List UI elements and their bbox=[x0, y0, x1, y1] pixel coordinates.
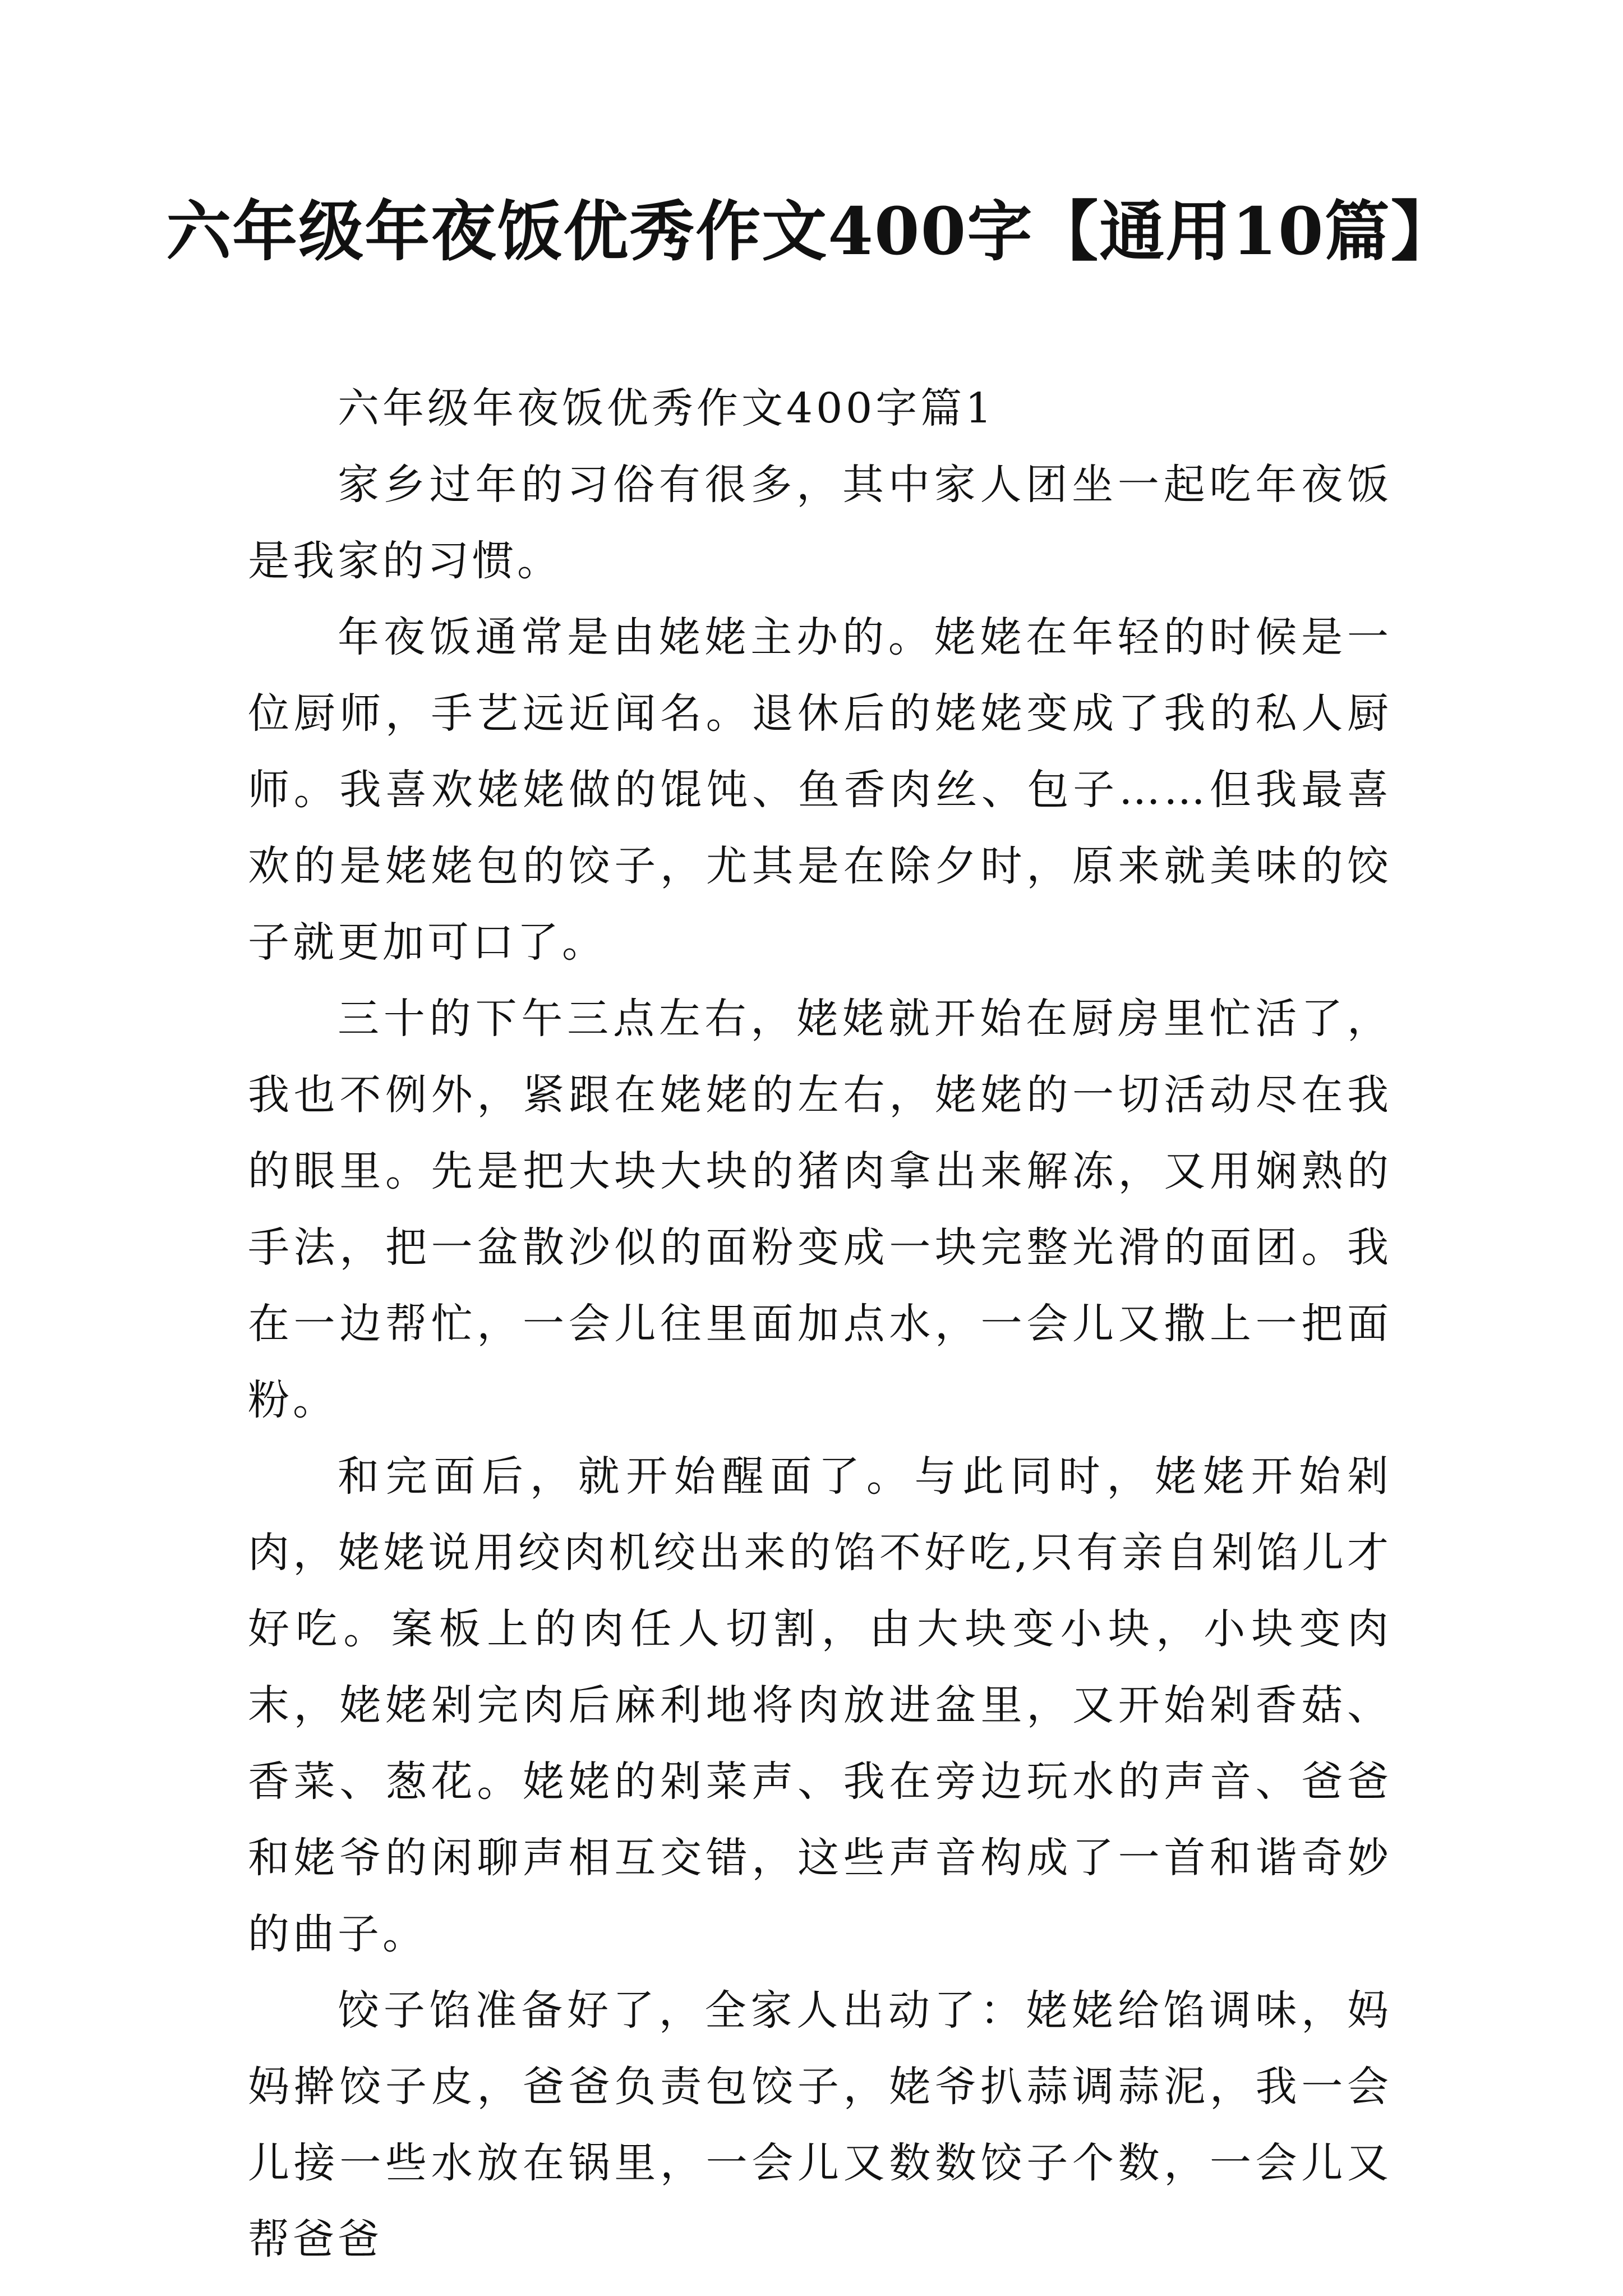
paragraph: 家乡过年的习俗有很多，其中家人团坐一起吃年夜饭是我家的习惯。 bbox=[248, 461, 1392, 585]
paragraph: 年夜饭通常是由姥姥主办的。姥姥在年轻的时候是一位厨师，手艺远近闻名。退休后的姥姥变成了我的私人厨师。我喜欢姥姥做的馄饨、鱼香肉丝、包子……但我最喜欢的是姥姥包的饺子，尤其是在除夕时，原来就美味的饺子就更加可口了。 bbox=[248, 613, 1392, 967]
paragraph: 三十的下午三点左右，姥姥就开始在厨房里忙活了，我也不例外，紧跟在姥姥的左右，姥姥的一切活动尽在我的眼里。先是把大块大块的猪肉拿出来解冻，又用娴熟的手法，把一盆散沙似的面粉变成一块完整光滑的面团。我在一边帮忙，一会儿往里面加点水，一会儿又撒上一把面粉。 bbox=[248, 995, 1392, 1424]
section-heading: 六年级年夜饭优秀作文400字篇1 bbox=[338, 384, 995, 432]
paragraph: 饺子馅准备好了，全家人出动了：姥姥给馅调味，妈妈擀饺子皮，爸爸负责包饺子，姥爷扒蒜调蒜泥，我一会儿接一些水放在锅里，一会儿又数数饺子个数，一会儿又帮爸爸 bbox=[248, 1986, 1392, 2263]
paragraph: 和完面后，就开始醒面了。与此同时，姥姥开始剁肉，姥姥说用绞肉机绞出来的馅不好吃,只有亲自剁馅儿才好吃。案板上的肉任人切割，由大块变小块，小块变肉末，姥姥剁完肉后麻利地将肉放进盆里，又开始剁香菇、香菜、葱花。姥姥的剁菜声、我在旁边玩水的声音、爸爸和姥爷的闲聊声相互交错，这些声音构成了一首和谐奇妙的曲子。 bbox=[248, 1452, 1392, 1958]
document-body bbox=[248, 370, 1392, 2277]
document-title: 六年级年夜饭优秀作文400字【通用10篇】 bbox=[166, 194, 1457, 270]
